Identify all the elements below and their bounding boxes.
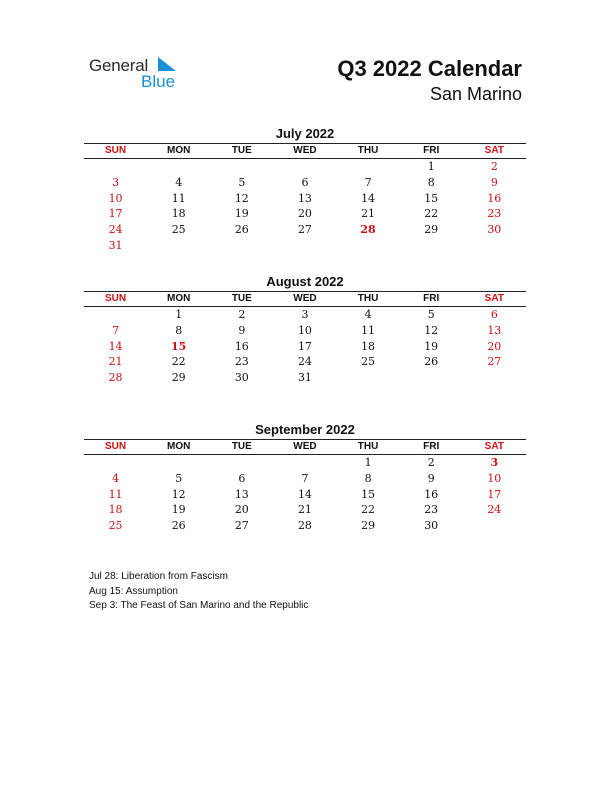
weekday-header-mon: MON <box>147 292 210 307</box>
day-cell: 15 <box>361 487 376 501</box>
day-cell: 6 <box>301 175 309 189</box>
day-cell: 17 <box>108 207 123 221</box>
empty-day-cell <box>210 238 273 254</box>
empty-day-cell <box>400 370 463 386</box>
day-cell: 5 <box>427 308 435 321</box>
day-cell: 16 <box>487 191 502 205</box>
day-cell: 9 <box>427 471 435 485</box>
day-cell: 17 <box>297 339 312 353</box>
day-cell: 14 <box>108 339 123 353</box>
day-cell: 8 <box>364 471 372 485</box>
weekday-header-wed: WED <box>273 292 336 307</box>
weekday-header-thu: THU <box>337 144 400 159</box>
day-cell: 27 <box>234 519 249 533</box>
day-cell: 4 <box>112 471 120 485</box>
holiday-note: Sep 3: The Feast of San Marino and the Republic <box>89 600 309 611</box>
day-cell: 3 <box>301 308 309 321</box>
empty-day-cell <box>84 159 147 175</box>
day-cell: 10 <box>487 471 502 485</box>
weekday-header-thu: THU <box>337 292 400 307</box>
day-cell: 3 <box>112 175 120 189</box>
day-cell: 9 <box>490 175 498 189</box>
day-cell: 21 <box>361 207 376 221</box>
empty-day-cell <box>147 238 210 254</box>
day-cell: 22 <box>424 207 439 221</box>
day-cell: 5 <box>175 471 183 485</box>
day-cell: 29 <box>171 371 186 385</box>
day-cell: 31 <box>297 371 312 385</box>
day-cell: 24 <box>108 223 123 237</box>
day-cell: 30 <box>424 519 439 533</box>
weekday-header-sat: SAT <box>463 292 526 307</box>
day-cell: 22 <box>171 355 186 369</box>
empty-day-cell <box>210 159 273 175</box>
empty-day-cell <box>337 159 400 175</box>
empty-day-cell <box>337 370 400 386</box>
calendar-grid <box>84 144 526 254</box>
day-cell: 12 <box>171 487 186 501</box>
day-cell: 25 <box>108 519 123 533</box>
logo-blue-text: Blue <box>141 72 176 91</box>
day-cell: 7 <box>301 471 309 485</box>
day-cell: 26 <box>171 519 186 533</box>
empty-day-cell <box>273 238 336 254</box>
day-cell: 6 <box>238 471 246 485</box>
empty-day-cell <box>84 307 147 323</box>
weekday-header-fri: FRI <box>400 292 463 307</box>
day-cell: 19 <box>424 339 439 353</box>
weekday-header-mon: MON <box>147 440 210 455</box>
day-cell: 9 <box>238 323 246 337</box>
day-cell: 20 <box>297 207 312 221</box>
weekday-header-sun: SUN <box>84 292 147 307</box>
day-cell: 21 <box>297 503 312 517</box>
day-cell: 11 <box>108 487 123 501</box>
weekday-header-fri: FRI <box>400 144 463 159</box>
weekday-header-wed: WED <box>273 144 336 159</box>
day-cell: 1 <box>364 456 372 469</box>
day-cell: 16 <box>234 339 249 353</box>
day-cell: 31 <box>108 238 123 252</box>
day-cell: 1 <box>427 160 435 173</box>
day-cell: 18 <box>171 207 186 221</box>
month-title: September 2022 <box>255 422 355 437</box>
empty-day-cell <box>273 159 336 175</box>
empty-day-cell <box>400 238 463 254</box>
day-cell: 10 <box>108 191 123 205</box>
day-cell: 16 <box>424 487 439 501</box>
holiday-note: Jul 28: Liberation from Fascism <box>89 571 228 582</box>
day-cell: 11 <box>171 191 186 205</box>
day-cell: 19 <box>171 503 186 517</box>
day-cell: 26 <box>424 355 439 369</box>
day-cell: 28 <box>297 519 312 533</box>
weekday-header-tue: TUE <box>210 292 273 307</box>
day-cell: 26 <box>234 223 249 237</box>
empty-day-cell <box>337 238 400 254</box>
day-cell: 11 <box>361 323 376 337</box>
day-cell: 7 <box>112 323 120 337</box>
day-cell: 27 <box>487 355 502 369</box>
day-cell: 8 <box>175 323 183 337</box>
calendar-grid <box>84 292 526 386</box>
day-cell: 17 <box>487 487 502 501</box>
generalblue-logo <box>89 54 189 94</box>
month-title: July 2022 <box>275 126 335 141</box>
weekday-header-thu: THU <box>337 440 400 455</box>
day-cell: 2 <box>238 308 246 321</box>
empty-day-cell <box>210 455 273 471</box>
holiday-notes <box>89 570 308 614</box>
day-cell: 25 <box>171 223 186 237</box>
day-cell: 10 <box>297 323 312 337</box>
day-cell: 20 <box>234 503 249 517</box>
day-cell: 14 <box>297 487 312 501</box>
empty-day-cell <box>273 455 336 471</box>
weekday-header-mon: MON <box>147 144 210 159</box>
day-cell: 13 <box>297 191 312 205</box>
day-cell: 18 <box>108 503 123 517</box>
day-cell: 21 <box>108 355 123 369</box>
day-cell: 29 <box>361 519 376 533</box>
empty-day-cell <box>463 518 526 534</box>
day-cell: 1 <box>175 308 183 321</box>
day-cell: 4 <box>175 175 183 189</box>
logo-triangle-icon <box>158 57 176 71</box>
day-cell: 2 <box>490 160 498 173</box>
day-cell: 5 <box>238 175 246 189</box>
day-cell: 28 <box>108 371 123 385</box>
weekday-header-sat: SAT <box>463 144 526 159</box>
day-cell: 14 <box>361 191 376 205</box>
month-september <box>84 421 526 534</box>
empty-day-cell <box>147 159 210 175</box>
day-cell: 18 <box>361 339 376 353</box>
day-cell: 15 <box>424 191 439 205</box>
day-cell: 30 <box>234 371 249 385</box>
logo-general-text: General <box>89 56 149 75</box>
day-cell: 24 <box>297 355 312 369</box>
day-cell: 4 <box>364 308 372 321</box>
day-cell: 22 <box>361 503 376 517</box>
calendar-grid <box>84 440 526 534</box>
day-cell: 13 <box>234 487 249 501</box>
day-cell: 8 <box>427 175 435 189</box>
month-august <box>84 273 526 386</box>
day-cell: 12 <box>424 323 439 337</box>
weekday-header-sat: SAT <box>463 440 526 455</box>
page-title: Q3 2022 Calendar <box>337 56 522 81</box>
holiday-note: Aug 15: Assumption <box>89 585 178 597</box>
weekday-header-tue: TUE <box>210 440 273 455</box>
day-cell: 25 <box>361 355 376 369</box>
day-cell: 23 <box>424 503 439 517</box>
day-cell: 29 <box>424 223 439 237</box>
day-cell: 7 <box>364 175 372 189</box>
day-cell: 23 <box>234 355 249 369</box>
day-cell: 27 <box>297 223 312 237</box>
day-cell: 2 <box>427 456 435 469</box>
weekday-header-sun: SUN <box>84 440 147 455</box>
day-cell: 15 <box>171 339 187 353</box>
weekday-header-tue: TUE <box>210 144 273 159</box>
empty-day-cell <box>463 238 526 254</box>
country-subtitle: San Marino <box>429 84 522 104</box>
day-cell: 19 <box>234 207 249 221</box>
day-cell: 23 <box>487 207 502 221</box>
empty-day-cell <box>147 455 210 471</box>
day-cell: 30 <box>487 223 502 237</box>
weekday-header-fri: FRI <box>400 440 463 455</box>
day-cell: 20 <box>487 339 502 353</box>
day-cell: 12 <box>234 191 249 205</box>
day-cell: 28 <box>360 223 376 237</box>
empty-day-cell <box>84 455 147 471</box>
empty-day-cell <box>463 370 526 386</box>
day-cell: 3 <box>490 456 499 469</box>
day-cell: 24 <box>487 503 502 517</box>
day-cell: 13 <box>487 323 502 337</box>
month-july <box>84 125 526 254</box>
weekday-header-sun: SUN <box>84 144 147 159</box>
day-cell: 6 <box>490 308 498 321</box>
month-title: August 2022 <box>266 274 344 289</box>
weekday-header-wed: WED <box>273 440 336 455</box>
